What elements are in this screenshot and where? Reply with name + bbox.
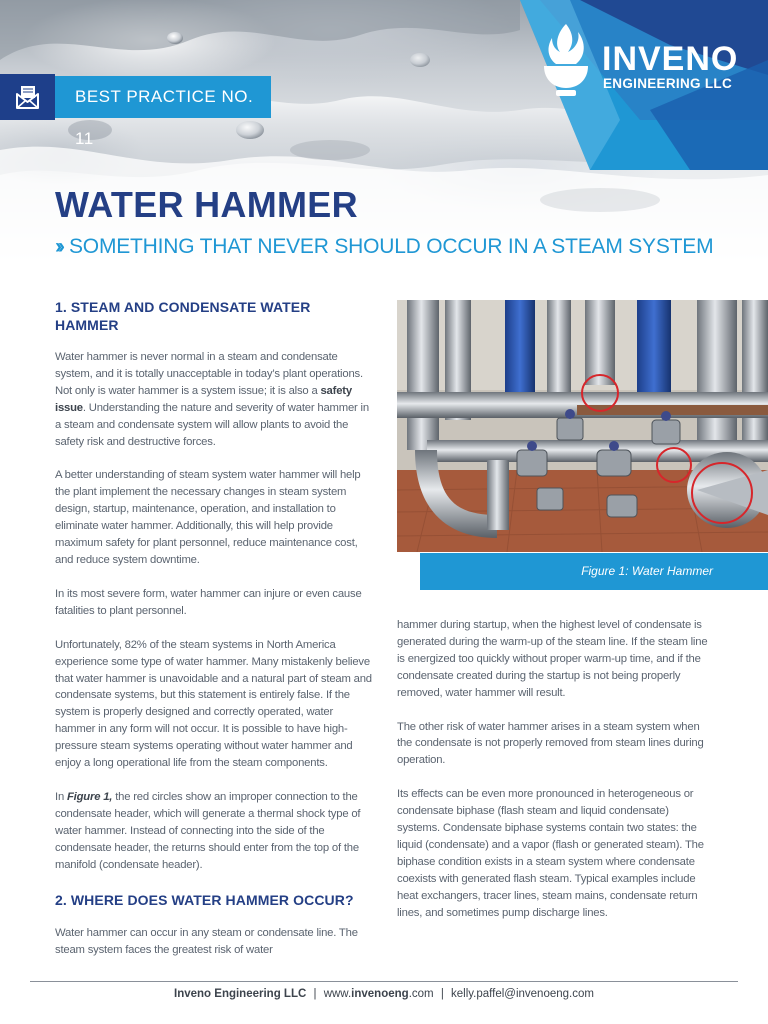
section-1-paragraph-5: In Figure 1, the red circles show an improper connection to the condensate header, which will generate a thermal shock type of water hammer. Instead of connecting into the side of the condensate header, the returns should enter from the top of the manifold (condensate header). [55,790,361,871]
section-2-paragraph-2: The other risk of water hammer arises in a steam system when the condensate is not properly removed from steam lines during operation. [397,720,704,767]
figure-caption: Figure 1: Water Hammer [581,564,713,578]
footer-company: Inveno Engineering LLC [174,988,307,1000]
section-2-paragraph-1: Water hammer can occur in any steam or condensate line. The steam system faces the greatest risk of water [55,927,358,957]
logo-name: INVENO [602,40,739,78]
best-practice-label: BEST PRACTICE NO. 11 [55,76,271,118]
section-2-paragraph-3: Its effects can be even more pronounced in heterogeneous or condensate biphase (flash steam and liquid condensate) systems. Condensate biphase systems contain two states: the liquid (condensate) and a vapor (flash or generated steam). The biphase condition exists in a steam system where condensate coexists with generated flash steam. Typical examples include heat exchangers, tracer lines, steam mains, condensate return lines, and sometimes pump discharge lines. [397,788,704,919]
footer-email-link[interactable]: kelly.paffel@invenoeng.com [451,988,594,1000]
page-subtitle [55,233,713,261]
envelope-document-icon [0,74,55,120]
footer-separator: | [313,988,317,1000]
section-1-paragraph-1: Water hammer is never normal in a steam and condensate system, and it is totally unacceptable in today’s plant operations. Not only is water hammer is a system issue; it is also a safety issue. Understanding the nature and severity of water hammer in a steam and condensate system will allow plants to avoid the safety risk and destructive forces. [55,351,369,448]
section-2-heading: 2. WHERE DOES WATER HAMMER OCCUR? [55,892,354,909]
section-1-paragraph-4: Unfortunately, 82% of the steam systems in North America experience some type of water hammer. Many mistakenly believe that water hammer is unavoidable and a natural part of steam and condensate systems, but this statement is entirely false. If the system is properly designed and correctly operated, water hammer in any form will not occur. It is possible to have high-pressure steam systems operating without water hammer and enjoy a long operational life from the steam components. [55,638,372,770]
safety-issue-emphasis: safety issue [55,384,352,414]
double-chevron-icon: ›› [55,235,61,258]
left-column [55,298,373,959]
flame-bowl-logo-icon [540,22,592,102]
section-1-paragraph-3: In its most severe form, water hammer can injure or even cause fatalities to plant personnel. [55,587,362,617]
inveno-logo [540,22,750,102]
right-column [397,617,713,922]
footer-website-link[interactable]: www.invenoeng.com [323,988,434,1000]
logo-subtitle: ENGINEERING LLC [603,76,733,91]
page-title: WATER HAMMER [55,184,358,225]
subtitle-text: SOMETHING THAT NEVER SHOULD OCCUR IN A STEAM SYSTEM [69,235,714,258]
section-2-paragraph-1-continued: hammer during startup, when the highest level of condensate is generated during the warm-up of the steam line. If the steam line is energized too quickly without proper warm-up time, and if the condensate created during the startup is not being properly removed, water hammer will result. [397,619,708,699]
footer-separator: | [440,988,444,1000]
section-1-paragraph-2: A better understanding of steam system water hammer will help the plant implement the necessary changes in steam system design, startup, maintenance, operation, and installation to eliminate water hammer. Additionally, this will help provide maximum safety for plant personnel, reduce maintenance cost, and reduce system downtime. [55,469,361,566]
hero-banner [0,0,768,270]
steam-piping-photo [397,300,768,552]
best-practice-icon-box [0,74,55,120]
figure-caption-bar [420,553,768,590]
figure-1-photo [397,300,768,552]
figure-1-reference: Figure 1, [66,790,113,803]
footer [0,988,768,1000]
footer-divider [30,981,738,982]
section-1-heading: 1. STEAM AND CONDENSATE WATER HAMMER [55,299,311,333]
